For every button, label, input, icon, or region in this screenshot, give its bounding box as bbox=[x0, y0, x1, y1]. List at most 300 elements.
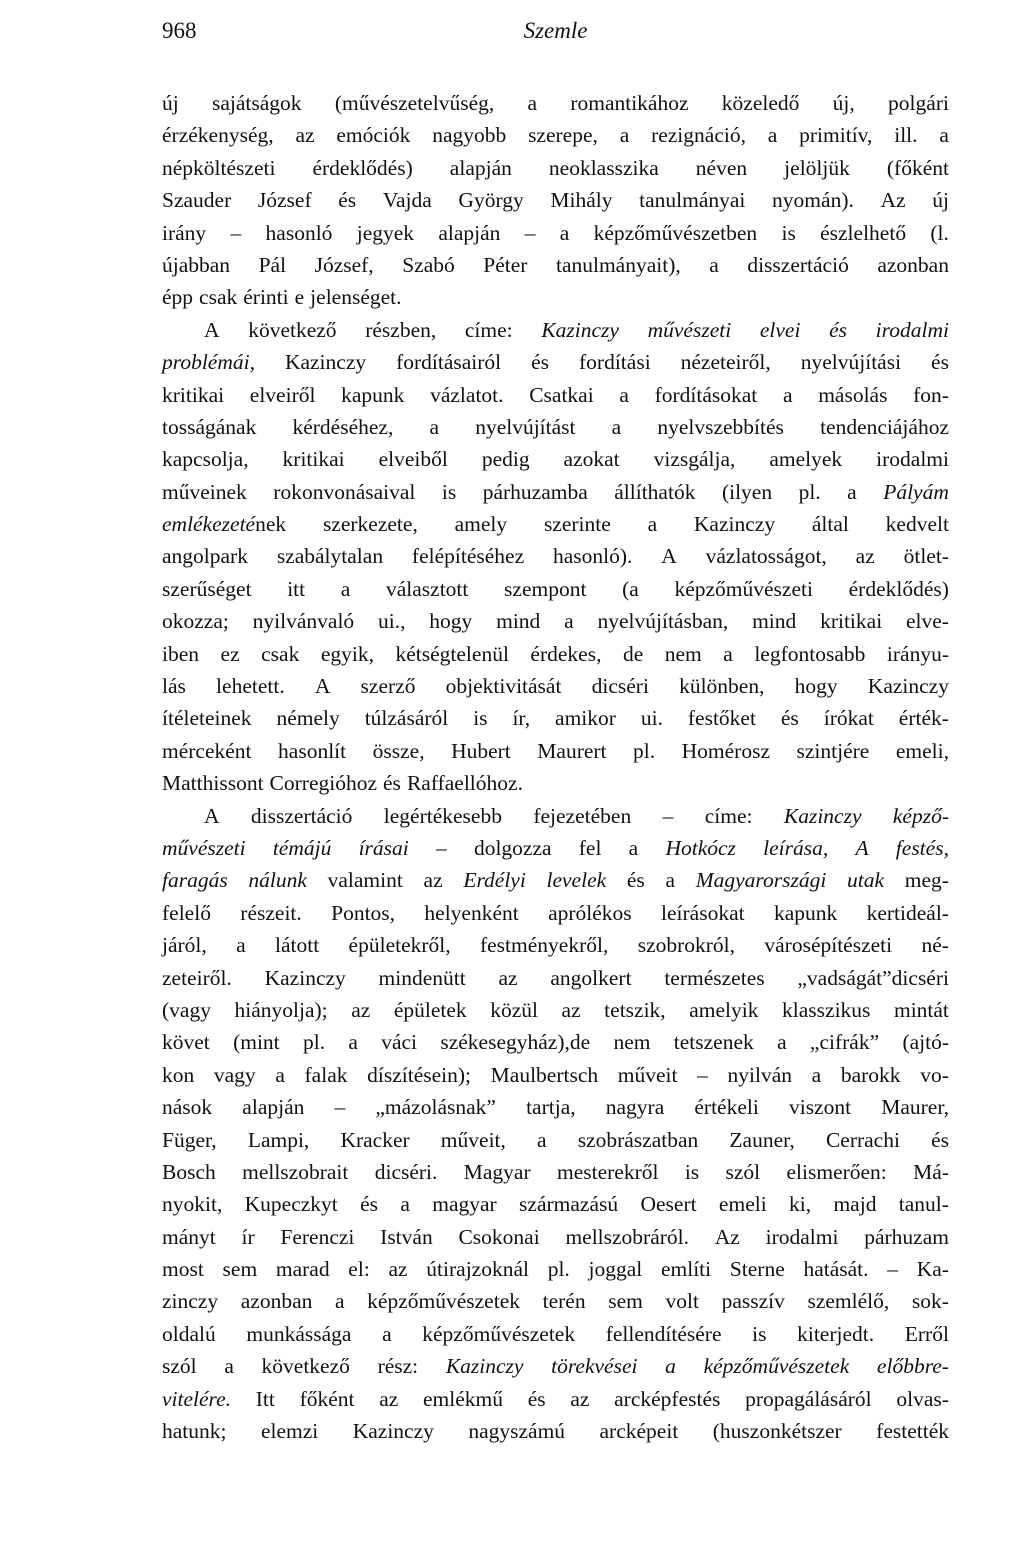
word: irodalmi bbox=[876, 447, 949, 472]
word: elemzi bbox=[260, 1419, 319, 1444]
italic-text: festés, bbox=[895, 835, 949, 860]
word: Csatkai bbox=[529, 382, 594, 407]
word: a bbox=[348, 1030, 358, 1055]
word: okozza; bbox=[162, 609, 229, 634]
word: joggal bbox=[588, 1257, 643, 1282]
word: Péter bbox=[483, 252, 528, 277]
word: párhuzam bbox=[864, 1224, 949, 1249]
word bbox=[446, 1350, 524, 1382]
word: arcképfestés bbox=[614, 1386, 721, 1411]
word: és bbox=[626, 868, 645, 893]
word: új bbox=[162, 91, 179, 115]
word: kritikai bbox=[282, 447, 345, 472]
word: ez bbox=[220, 641, 240, 666]
text-line bbox=[162, 897, 949, 929]
word: magyar bbox=[432, 1192, 497, 1217]
text-line bbox=[162, 346, 949, 378]
word: primitív, bbox=[799, 123, 873, 148]
word: pedig bbox=[481, 447, 530, 472]
word: helyenként bbox=[424, 900, 519, 925]
word: a bbox=[811, 1062, 822, 1087]
text-line bbox=[162, 670, 949, 702]
word: a bbox=[559, 220, 570, 245]
word: – bbox=[662, 803, 674, 828]
word: Ferenczi bbox=[280, 1224, 355, 1249]
word bbox=[162, 864, 228, 896]
word: irodalmi bbox=[765, 1224, 839, 1249]
word: nem bbox=[613, 1030, 651, 1055]
italic-text: problémái, bbox=[162, 350, 255, 375]
word: a bbox=[537, 1127, 547, 1152]
word: Maurert bbox=[537, 738, 607, 763]
word: kedvelt bbox=[885, 512, 949, 537]
word bbox=[648, 314, 732, 346]
word: József, bbox=[314, 252, 374, 277]
word: falak bbox=[304, 1062, 348, 1087]
text-line bbox=[162, 281, 949, 313]
page-header bbox=[162, 18, 949, 50]
word: érdekes, bbox=[530, 641, 602, 666]
word: látott bbox=[275, 933, 320, 958]
word bbox=[541, 314, 619, 346]
word bbox=[760, 314, 801, 346]
text-line bbox=[162, 508, 949, 540]
word bbox=[847, 864, 884, 896]
word: (huszonkétszer bbox=[712, 1419, 842, 1444]
word: hatását. bbox=[803, 1257, 869, 1282]
word: „cifrák” bbox=[809, 1030, 880, 1055]
word: zeteiről. bbox=[162, 965, 232, 990]
word: az bbox=[498, 965, 518, 990]
word: új bbox=[932, 188, 949, 213]
word: azonban bbox=[240, 1289, 313, 1314]
word: következő bbox=[248, 317, 337, 342]
word: érték- bbox=[898, 706, 949, 731]
word: csak bbox=[199, 285, 238, 310]
word: azonban bbox=[877, 252, 949, 277]
word: disszertáció bbox=[747, 252, 849, 277]
word: József bbox=[257, 188, 312, 213]
italic-text: leírása, bbox=[763, 835, 829, 860]
word: alapján bbox=[438, 220, 501, 245]
word: kiterjedt. bbox=[797, 1321, 875, 1346]
word: a bbox=[611, 414, 622, 439]
word: említi bbox=[660, 1257, 712, 1282]
text-line bbox=[162, 152, 949, 184]
word: volt bbox=[665, 1289, 699, 1314]
word: romantikához bbox=[570, 91, 689, 115]
text-line bbox=[162, 1221, 949, 1253]
word: az bbox=[423, 868, 443, 893]
word bbox=[893, 800, 949, 832]
text-line bbox=[162, 476, 949, 508]
word: (ajtó- bbox=[902, 1030, 949, 1055]
word: mind bbox=[752, 609, 797, 634]
word: hogy bbox=[794, 674, 838, 699]
word: Kazinczy bbox=[867, 674, 949, 699]
word: szól bbox=[725, 1159, 761, 1184]
word bbox=[273, 832, 332, 864]
word: műveit, bbox=[440, 1127, 506, 1152]
italic-text: irodalmi bbox=[875, 317, 949, 342]
word: tanul- bbox=[898, 1192, 949, 1217]
word: klasszikus bbox=[782, 997, 871, 1022]
word: tanulmányait), bbox=[555, 252, 681, 277]
word: sajátságok bbox=[212, 91, 302, 115]
word: mintát bbox=[893, 997, 949, 1022]
word: fordítási bbox=[579, 350, 651, 375]
word: is bbox=[684, 1159, 700, 1184]
text-line bbox=[162, 119, 949, 151]
word: főként bbox=[299, 1386, 355, 1411]
word: részben, bbox=[365, 317, 437, 342]
word: természetes bbox=[664, 965, 765, 990]
word: elve- bbox=[906, 609, 949, 634]
word: neoklasszika bbox=[548, 155, 659, 180]
word: érdeklődés) bbox=[312, 155, 413, 180]
word: A bbox=[204, 803, 220, 828]
word: székesegyház),de bbox=[440, 1030, 591, 1055]
word: ui., bbox=[378, 609, 406, 634]
italic-text: A bbox=[855, 835, 869, 860]
word: szempont bbox=[504, 576, 587, 601]
word: arcképeit bbox=[599, 1419, 679, 1444]
word: Maurer, bbox=[881, 1095, 949, 1120]
word: mellszobráról. bbox=[565, 1224, 690, 1249]
word: iben bbox=[162, 641, 200, 666]
word: fon- bbox=[913, 382, 949, 407]
word: pl. bbox=[302, 1030, 326, 1055]
word: a bbox=[564, 609, 574, 634]
word: (mint bbox=[233, 1030, 280, 1055]
word: angolkert bbox=[550, 965, 632, 990]
word bbox=[696, 864, 827, 896]
word: Homérosz bbox=[681, 738, 771, 763]
word: hasonló). bbox=[552, 544, 633, 569]
word: Pál bbox=[258, 252, 287, 277]
word bbox=[162, 508, 286, 540]
word: nyokit, bbox=[162, 1192, 223, 1217]
text-line bbox=[162, 314, 949, 346]
word: címe: bbox=[464, 317, 513, 342]
word: is bbox=[781, 220, 796, 245]
word: a bbox=[275, 1062, 285, 1087]
word: emeli, bbox=[895, 738, 949, 763]
word: és bbox=[360, 1192, 379, 1217]
word: el: bbox=[348, 1257, 370, 1282]
word: nyilvánvaló bbox=[252, 609, 355, 634]
word: – bbox=[887, 1257, 898, 1282]
word: sem bbox=[222, 1257, 258, 1282]
text-line bbox=[162, 735, 949, 767]
word bbox=[248, 864, 307, 896]
word: és bbox=[527, 1386, 546, 1411]
word: alapján bbox=[242, 1095, 305, 1120]
word: fejezetében bbox=[533, 803, 632, 828]
word: új, bbox=[832, 91, 855, 115]
text-line bbox=[162, 1059, 949, 1091]
word: elveiből bbox=[378, 447, 448, 472]
word: különben, bbox=[679, 674, 765, 699]
word: pl. bbox=[547, 1257, 570, 1282]
word: Matthissont bbox=[162, 771, 264, 796]
word: és bbox=[780, 706, 799, 731]
word: nyelvújítást bbox=[475, 414, 576, 439]
word: vo- bbox=[920, 1062, 949, 1087]
word: vázlatot. bbox=[430, 382, 504, 407]
word: kritikai bbox=[162, 382, 225, 407]
word: Raffaellóhoz. bbox=[406, 771, 523, 796]
italic-text: Kazinczy bbox=[541, 317, 619, 342]
word: műveinek bbox=[162, 479, 247, 504]
word: dicséri. bbox=[374, 1159, 438, 1184]
text-line bbox=[162, 379, 949, 411]
word: jegyek bbox=[356, 220, 415, 245]
word: választott bbox=[385, 576, 469, 601]
word: az bbox=[561, 997, 581, 1022]
word: ír, bbox=[512, 706, 531, 731]
word: most bbox=[162, 1257, 204, 1282]
text-line bbox=[162, 832, 949, 864]
word: nem bbox=[664, 641, 702, 666]
word: Füger, bbox=[162, 1127, 217, 1152]
word: szobrászatban bbox=[577, 1127, 699, 1152]
word: sem bbox=[608, 1289, 643, 1314]
word: a bbox=[939, 123, 949, 148]
word bbox=[359, 832, 409, 864]
word: A bbox=[661, 544, 677, 569]
word: emlékmű bbox=[423, 1386, 504, 1411]
word: kapcsolja, bbox=[162, 447, 249, 472]
word: objektivitását bbox=[445, 674, 562, 699]
word: a bbox=[224, 1354, 234, 1379]
word: kertideál- bbox=[866, 900, 949, 925]
word: mesterekről bbox=[556, 1159, 659, 1184]
text-line bbox=[162, 702, 949, 734]
word: és bbox=[931, 350, 949, 375]
word: párhuzamba bbox=[482, 479, 588, 504]
word: – bbox=[524, 220, 536, 245]
word: a bbox=[709, 252, 719, 277]
word: az bbox=[295, 123, 315, 148]
italic-text: emlékezeté bbox=[162, 512, 256, 537]
word: tetszenek bbox=[673, 1030, 754, 1055]
word: e bbox=[294, 285, 305, 310]
text-line bbox=[162, 962, 949, 994]
italic-text: vitelére. bbox=[162, 1386, 232, 1411]
word: (a bbox=[622, 576, 639, 601]
word: ötlet- bbox=[903, 544, 949, 569]
text-line bbox=[162, 767, 949, 799]
word: lás bbox=[162, 674, 186, 699]
word: is bbox=[441, 479, 457, 504]
word: Mihály bbox=[550, 188, 613, 213]
word: „mázolásnak” bbox=[375, 1095, 496, 1120]
word: disszertáció bbox=[250, 803, 353, 828]
word bbox=[162, 832, 246, 864]
word: sok- bbox=[911, 1289, 949, 1314]
word: oldalú bbox=[162, 1321, 216, 1346]
word: és bbox=[338, 188, 357, 213]
word: nagyszámú bbox=[468, 1419, 566, 1444]
word: fellendítésére bbox=[605, 1321, 722, 1346]
word: polgári bbox=[888, 91, 949, 115]
word: szerkezete, bbox=[322, 512, 418, 537]
word: túlzásáról bbox=[364, 706, 449, 731]
word: vagy bbox=[213, 1062, 256, 1087]
word: érzékenység, bbox=[162, 123, 274, 148]
word: a bbox=[647, 512, 658, 537]
word: rezignáció, bbox=[651, 123, 746, 148]
word: mányt bbox=[162, 1224, 216, 1249]
word bbox=[876, 314, 949, 346]
word: amikor bbox=[555, 706, 616, 731]
word: szabálytalan bbox=[276, 544, 384, 569]
running-title: Szemle bbox=[523, 18, 588, 43]
word: fordításairól bbox=[396, 350, 502, 375]
italic-text: faragás bbox=[162, 868, 228, 893]
word: és bbox=[531, 350, 550, 375]
word bbox=[883, 476, 949, 508]
word: néven bbox=[695, 155, 748, 180]
word: útirajzoknál bbox=[426, 1257, 529, 1282]
word: a bbox=[382, 1321, 392, 1346]
text-line bbox=[162, 864, 949, 896]
word: pl. bbox=[798, 479, 821, 504]
word: a bbox=[782, 382, 793, 407]
word: szintjére bbox=[796, 738, 870, 763]
word: a bbox=[665, 868, 676, 893]
word: képzőművészeti bbox=[674, 576, 813, 601]
word: a bbox=[847, 479, 857, 504]
word: érdeklődés) bbox=[848, 576, 949, 601]
word: legértékesebb bbox=[383, 803, 502, 828]
word: nyomán). bbox=[772, 188, 854, 213]
word: emeli bbox=[718, 1192, 767, 1217]
word bbox=[829, 314, 847, 346]
word: aprólékos bbox=[548, 900, 632, 925]
word: képzőművészetek bbox=[422, 1321, 576, 1346]
word bbox=[763, 832, 828, 864]
word: azokat bbox=[563, 447, 620, 472]
word: ír bbox=[241, 1224, 255, 1249]
word: írókat bbox=[823, 706, 874, 731]
word: fel bbox=[578, 835, 602, 860]
word: a bbox=[777, 1030, 787, 1055]
word: nagyra bbox=[605, 1095, 665, 1120]
italic-text: levelek bbox=[546, 868, 607, 893]
word: Magyar bbox=[463, 1159, 531, 1184]
word: a bbox=[619, 382, 629, 407]
word: leírásokat bbox=[661, 900, 745, 925]
word: járól, bbox=[162, 933, 207, 958]
word: közül bbox=[490, 997, 538, 1022]
word: elveiről bbox=[249, 382, 316, 407]
word: és bbox=[383, 771, 401, 796]
word bbox=[877, 1350, 949, 1382]
italic-text: témájú bbox=[272, 835, 332, 860]
word: szerűséget bbox=[162, 576, 252, 601]
word bbox=[162, 346, 255, 378]
word: Az bbox=[714, 1224, 740, 1249]
word: műveit bbox=[617, 1062, 678, 1087]
text-line bbox=[162, 638, 949, 670]
word: olvas- bbox=[896, 1386, 949, 1411]
word: érinti bbox=[243, 285, 289, 310]
word: állíthatók bbox=[614, 479, 696, 504]
word: ill. bbox=[894, 123, 918, 148]
article-body bbox=[162, 87, 949, 1447]
word: jelöljük bbox=[784, 155, 850, 180]
word: tetszik, bbox=[604, 997, 666, 1022]
word: Erről bbox=[904, 1321, 949, 1346]
word: István bbox=[380, 1224, 433, 1249]
word: rész: bbox=[377, 1354, 419, 1379]
word: szobrokról, bbox=[637, 933, 736, 958]
word: tosságának bbox=[162, 414, 257, 439]
word: irányu- bbox=[886, 641, 949, 666]
word: Hubert bbox=[451, 738, 511, 763]
word: Zauner, bbox=[729, 1127, 795, 1152]
text-line bbox=[162, 411, 949, 443]
word: – bbox=[435, 835, 447, 860]
word: Kazinczy bbox=[264, 965, 346, 990]
word: amelyik bbox=[689, 997, 759, 1022]
word: a bbox=[236, 933, 246, 958]
word: képzőművészetben bbox=[593, 220, 758, 245]
word: ki, bbox=[789, 1192, 812, 1217]
word: – bbox=[334, 1095, 346, 1120]
word: (vagy bbox=[162, 997, 211, 1022]
word: Szabó bbox=[402, 252, 455, 277]
word: rokonvonásaival bbox=[273, 479, 416, 504]
word: észlelhető bbox=[820, 220, 907, 245]
word: itt bbox=[287, 576, 306, 601]
word: emóciók bbox=[336, 123, 411, 148]
word: terén bbox=[542, 1289, 586, 1314]
italic-text: Kazinczy bbox=[783, 803, 862, 828]
word: kritikai bbox=[820, 609, 883, 634]
word: felelő bbox=[162, 900, 211, 925]
text-line bbox=[162, 1188, 949, 1220]
word bbox=[704, 1350, 850, 1382]
word: Szauder bbox=[162, 188, 232, 213]
word: viszont bbox=[788, 1095, 852, 1120]
word: – bbox=[230, 220, 242, 245]
italic-text: Pályám bbox=[883, 479, 949, 504]
page-number: 968 bbox=[162, 18, 197, 43]
word: díszítésein); bbox=[367, 1062, 472, 1087]
text-line bbox=[162, 1253, 949, 1285]
word: jelenséget. bbox=[310, 285, 402, 310]
word: az bbox=[570, 1386, 590, 1411]
word: Vajda bbox=[382, 188, 432, 213]
word: tanulmányai bbox=[639, 188, 746, 213]
word: Sterne bbox=[729, 1257, 785, 1282]
word: festőket bbox=[687, 706, 756, 731]
word: legfontosabb bbox=[754, 641, 866, 666]
word: pl. bbox=[633, 738, 656, 763]
word: közeledő bbox=[721, 91, 800, 115]
word: irány bbox=[162, 220, 207, 245]
word: következő bbox=[261, 1354, 350, 1379]
word: az bbox=[379, 1386, 399, 1411]
italic-text: előbbre- bbox=[876, 1354, 949, 1379]
word: képzőművészetek bbox=[367, 1289, 520, 1314]
word: kétségtelenül bbox=[395, 641, 509, 666]
text-line bbox=[162, 994, 949, 1026]
word: Kazinczy bbox=[284, 350, 367, 375]
